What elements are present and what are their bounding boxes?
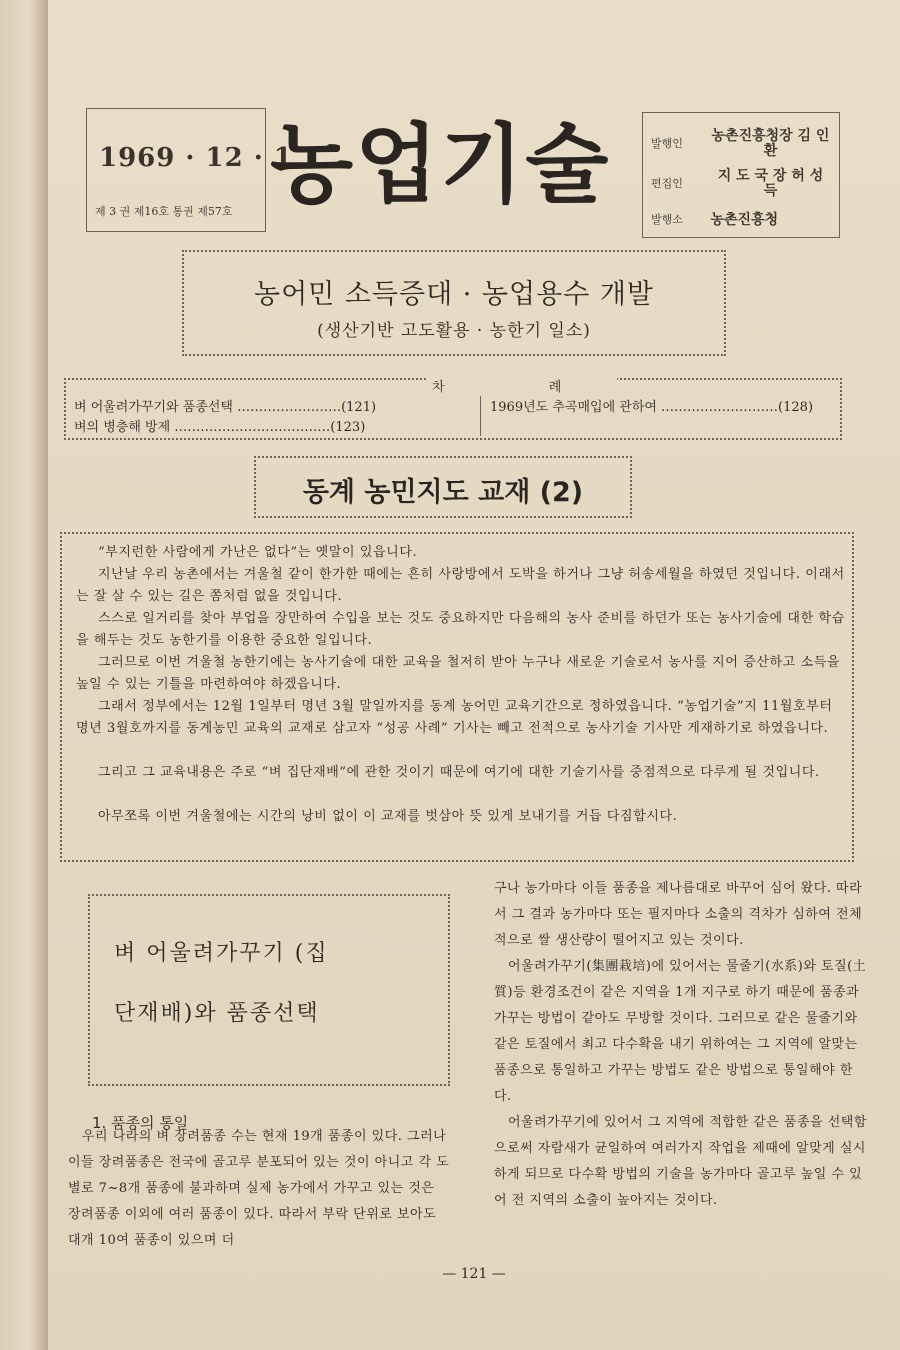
subsection-heading: 1. 품종의 통일 xyxy=(92,1114,189,1132)
publisher-label: 발행인 xyxy=(651,137,683,150)
toc-item: 벼 어울려가꾸기와 품종선택 ……………………(121) xyxy=(74,400,377,415)
publishing-office-row xyxy=(651,211,778,228)
toc-item: 벼의 병충해 방제 ………………………………(123) xyxy=(74,420,366,435)
intro-paragraph: 그리고 그 교육내용은 주로 “벼 집단재배”에 관한 것이기 때문에 여기에 대한 기술기사를 중점적으로 다루게 될 것입니다. xyxy=(98,765,820,780)
magazine-page xyxy=(48,0,900,1350)
intro-paragraph: 그래서 정부에서는 12월 1일부터 명년 3월 말일까지를 동계 농어민 교육기간으로 정하였읍니다. “농업기술”지 11월호부터 명년 3월호까지를 동계농민 교육의 교재로 삼고자 “성공 사례” 기사는 빼고 전적으로 농사기술 기사만 게재하기로 하였읍니다. xyxy=(76,699,833,736)
toc-item: 1969년도 추곡매입에 관하여 ………………………(128) xyxy=(490,400,814,415)
lesson-title: 동계 농민지도 교재 (2) xyxy=(302,477,584,508)
editor-label: 편집인 xyxy=(651,177,683,190)
adjacent-page-edge xyxy=(0,0,48,1350)
right-column-text xyxy=(494,876,870,1214)
publisher-value: 농촌진흥청장 김 인 환 xyxy=(711,128,830,159)
publishing-office-label: 발행소 xyxy=(651,213,683,226)
left-column-paragraph: 우리 나라의 벼 장려품종 수는 현재 19개 품종이 있다. 그러나 이들 장려품종은 전국에 골고루 분포되어 있는 것이 아니고 각 도별로 7~8개 품종에 불과하며 실제 농가에서 가꾸고 있는 것은 장려품종 이외에 여러 품종이 있다. 따라서 부락 단위로 보아도 대개 10여 품종이 있으며 더 xyxy=(68,1129,450,1248)
right-column-paragraph: 어울려가꾸기(集團栽培)에 있어서는 물줄기(水系)와 토질(土質)등 환경조건이 같은 지역을 1개 지구로 하기 때문에 품종과 가꾸는 방법이 같아도 무방할 것이다. 그러므로 같은 물줄기와 같은 토질에서 최고 다수확을 내기 위하여는 그 지역에 알맞는 품종으로 통일하고 가꾸는 방법도 같은 방법으로 통일해야 한다. xyxy=(494,959,867,1104)
section-title-box xyxy=(88,894,450,1086)
headline-main: 농어민 소득증대 · 농업용수 개발 xyxy=(254,279,654,310)
headline-box xyxy=(182,250,726,356)
intro-paragraph: “부지런한 사람에게 가난은 없다”는 옛말이 있읍니다. xyxy=(98,545,418,560)
intro-box xyxy=(60,532,854,862)
right-column-paragraph: 어울려가꾸기에 있어서 그 지역에 적합한 같은 품종을 선택함으로써 자람새가 균일하여 여러가지 작업을 제때에 알맞게 실시하게 되므로 다수확 방법의 기술을 농가마다 골고루 높일 수 있어 전 지역의 소출이 높아지는 것이다. xyxy=(494,1115,867,1208)
publisher-box xyxy=(642,112,840,238)
intro-paragraph: 아무쪼록 이번 겨울철에는 시간의 낭비 없이 이 교재를 벗삼아 뜻 있게 보내기를 거듭 다짐합시다. xyxy=(98,809,678,824)
magazine-title: 농업기술 xyxy=(270,115,611,215)
table-of-contents xyxy=(64,378,842,440)
intro-paragraph: 그러므로 이번 겨울철 농한기에는 농사기술에 대한 교육을 철저히 받아 누구나 새로운 기술로서 농사를 지어 증산하고 소득을 높일 수 있는 기틀을 마련하여야 하겠읍니다. xyxy=(76,655,841,692)
intro-paragraph: 스스로 일거리를 찾아 부업을 장만하여 수입을 보는 것도 중요하지만 다음해의 농사 준비를 하던가 또는 농사기술에 대한 학습을 해두는 것도 농한기를 이용한 중요한 일입니다. xyxy=(76,611,845,648)
toc-title: 차 례 xyxy=(426,376,617,395)
headline-sub: (생산기반 고도활용 · 농한기 일소) xyxy=(317,321,591,341)
publishing-office-value: 농촌진흥청 xyxy=(710,211,779,228)
editor-value: 지 도 국 장 허 성 득 xyxy=(717,168,824,199)
section-title-line: 단재배)와 품종선택 xyxy=(114,1001,320,1026)
issue-volume-line: 제 3 권 제16호 통권 제57호 xyxy=(95,205,233,218)
left-column-text xyxy=(68,1124,452,1254)
page-number: — 121 — xyxy=(442,1266,506,1282)
toc-divider xyxy=(480,396,481,436)
date-box xyxy=(86,108,293,232)
issue-date: 1969 · 12 · 1 xyxy=(99,143,293,173)
publisher-row xyxy=(651,129,831,159)
editor-row xyxy=(651,169,831,199)
lesson-title-box xyxy=(254,456,632,518)
right-column-paragraph: 구나 농가마다 이들 품종을 제나름대로 바꾸어 심어 왔다. 따라서 그 결과 농가마다 또는 필지마다 소출의 격차가 심하여 전체적으로 쌀 생산량이 떨어지고 있는 것이다. xyxy=(494,881,863,948)
intro-paragraph: 지난날 우리 농촌에서는 겨울철 같이 한가한 때에는 흔히 사랑방에서 도박을 하거나 그냥 허송세월을 하였던 것입니다. 이래서는 잘 살 수 있는 길은 쫌처럼 없을 것입니다. xyxy=(76,567,845,604)
section-title-line: 벼 어울려가꾸기 (집 xyxy=(114,941,329,966)
